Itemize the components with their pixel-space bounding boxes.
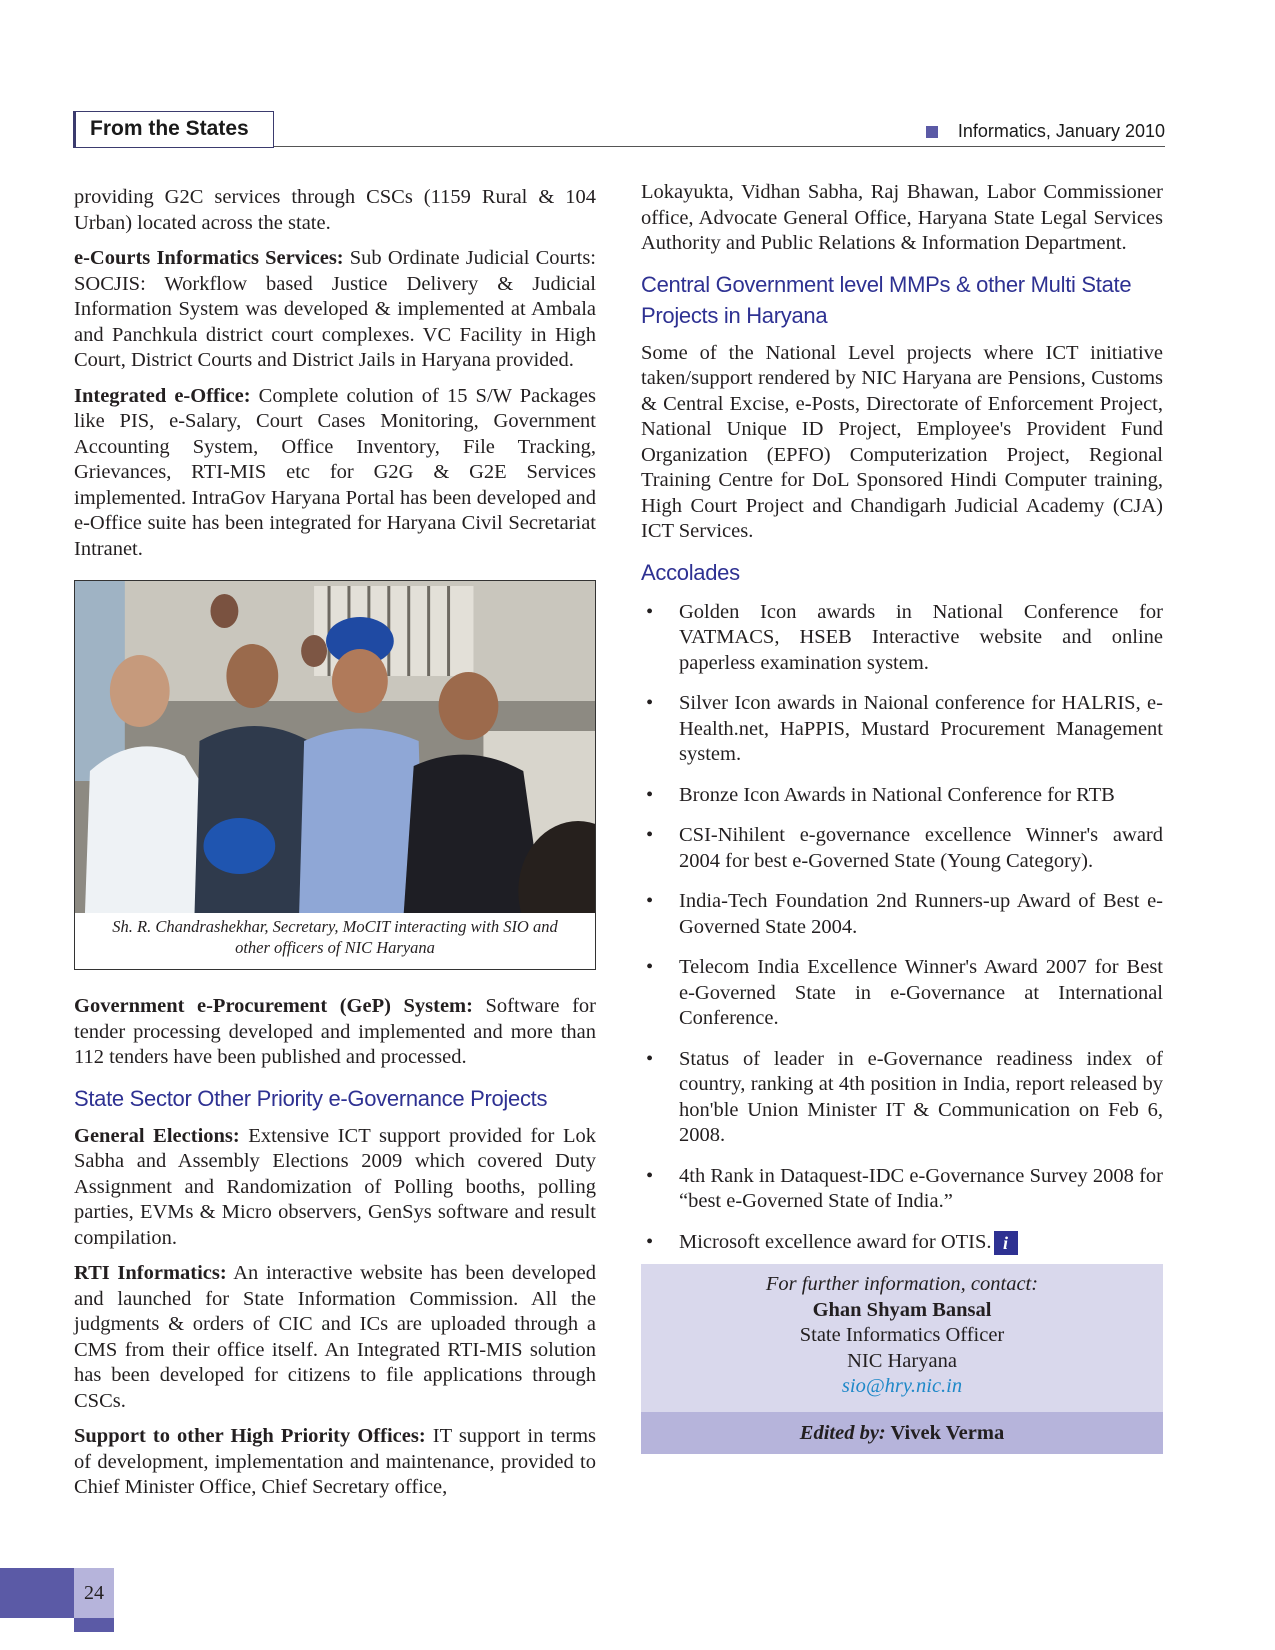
heading-accolades: Accolades: [641, 559, 740, 585]
list-item: • Silver Icon awards in Naional conference for HALRIS, e-Health.net, HaPPIS, Mustard Procurement Management system.: [646, 692, 1163, 765]
bullet-icon: •: [646, 824, 654, 846]
issue-label: [926, 121, 1165, 142]
bullet-icon: •: [646, 890, 654, 912]
editor-credit: [641, 1412, 1163, 1454]
left-column: [74, 185, 596, 1511]
elections-label: General Elections:: [74, 1124, 240, 1147]
page-band-foot: [74, 1618, 114, 1632]
list-item: • 4th Rank in Dataquest-IDC e-Governance Survey 2008 for “best e-Governed State of India.”: [646, 1164, 1163, 1212]
paragraph-elections: [74, 1124, 596, 1252]
list-item: • Microsoft excellence award for OTIS. i: [641, 1230, 1163, 1256]
list-item: • Bronze Icon Awards in National Conference for RTB: [641, 783, 1163, 809]
paragraph-gep: [74, 994, 596, 1071]
section-tag: From the States: [73, 111, 274, 148]
gep-label: Government e-Procurement (GeP) System:: [74, 995, 473, 1017]
editor-label: Edited by:: [799, 1421, 886, 1444]
list-item: • India-Tech Foundation 2nd Runners-up Award of Best e-Governed State 2004.: [646, 890, 1163, 938]
gep-text: Software for tender processing developed and implemented and more than 112 tenders have been published and processed.: [74, 995, 596, 1068]
paragraph-csc: providing G2C services through CSCs (1159 Rural & 104 Urban) located across the state.: [74, 186, 596, 234]
list-item: • Status of leader in e-Governance readiness index of country, ranking at 4th position in India, report released by hon'ble Union Minister IT & Communication on Feb 6, 2008.: [646, 1047, 1163, 1146]
list-item: • CSI-Nihilent e-governance excellence Winner's award 2004 for best e-Governed State (Young Category).: [646, 824, 1163, 872]
support-label: Support to other High Priority Offices:: [74, 1425, 426, 1447]
eoffice-label: Integrated e-Office:: [74, 384, 251, 407]
list-item: • Telecom India Excellence Winner's Award 2007 for Best e-Governed State in e-Governance at International Conference.: [646, 956, 1163, 1029]
right-column: [641, 180, 1163, 1454]
contact-title: State Informatics Officer: [799, 1324, 1005, 1346]
bullet-icon: •: [646, 600, 654, 623]
heading-central-government: Central Government level MMPs & other Multi State Projects in Haryana: [641, 271, 1132, 328]
heading-state-sector: State Sector Other Priority e-Governance Projects: [74, 1085, 548, 1111]
contact-box: [641, 1264, 1163, 1412]
bullet-icon: •: [646, 1164, 654, 1187]
page-number: 24: [74, 1568, 114, 1618]
header-rule: [274, 146, 1165, 147]
ecourts-text: Sub Ordinate Judicial Courts: SOCJIS: Workflow based Justice Delivery & Judicial Information System was developed & implemented at Ambala and Panchkula district court complexes. VC Facility in High Court, District Courts and District Jails in Haryana provided.: [74, 247, 596, 371]
paragraph-national-projects: Some of the National Level projects where ICT initiative taken/support rendered by NIC Haryana are Pensions, Customs & Central Excise, e-Posts, Directorate of Enforcement Project, National Unique ID Project, Employee's Provident Fund Organization (EPFO) Computerization Project, Regional Training Centre for DoL Sponsored Hindi Computer training, High Court Project and Chandigarh Judicial Academy (CJA) ICT Services.: [641, 341, 1163, 542]
page-band: [0, 1568, 74, 1618]
contact-name: Ghan Shyam Bansal: [812, 1298, 992, 1321]
elections-text: Extensive ICT support provided for Lok Sabha and Assembly Elections 2009 which covered Duty Assignment and Randomization of Polling booths, polling parties, EVMs & Micro observers, GenSys software and result compilation.: [74, 1124, 596, 1249]
issue-text: Informatics, January 2010: [957, 121, 1165, 141]
accolades-list: [641, 600, 1163, 1256]
officials-photo: [75, 581, 595, 913]
issue-square-icon: [926, 126, 938, 138]
paragraph-ecourts: [74, 246, 596, 374]
bullet-icon: •: [646, 956, 654, 978]
paragraph-eoffice: [74, 384, 596, 563]
paragraph-offices: Lokayukta, Vidhan Sabha, Raj Bhawan, Labor Commissioner office, Advocate General Office, Haryana State Legal Services Authority and Public Relations & Information Department.: [641, 181, 1163, 254]
photo-figure: [74, 580, 596, 970]
rti-label: RTI Informatics:: [74, 1262, 227, 1284]
photo-caption: Sh. R. Chandrashekhar, Secretary, MoCIT interacting with SIO and other officers of NIC Haryana: [112, 917, 558, 957]
editor-name: Vivek Verma: [885, 1421, 1005, 1444]
bullet-icon: •: [646, 783, 654, 806]
rti-text: An interactive website has been developed and launched for State Information Commission. All the judgments & orders of CIC and ICs are uploaded through a CMS from their office itself. An Integrated RTI-MIS solution has been developed for citizens to file applications through CSCs.: [74, 1262, 596, 1412]
ecourts-label: e-Courts Informatics Services:: [74, 247, 344, 269]
contact-lead: For further information, contact:: [765, 1273, 1039, 1295]
contact-org: NIC Haryana: [847, 1349, 957, 1372]
paragraph-rti: [74, 1261, 596, 1414]
contact-email-link[interactable]: sio@hry.nic.in: [841, 1375, 963, 1397]
eoffice-text: Complete colution of 15 S/W Packages like PIS, e-Salary, Court Cases Monitoring, Government Accounting System, Office Inventory, File Tracking, Grievances, RTI-MIS etc for G2G & G2E Services implemented. IntraGov Haryana Portal has been developed and e-Office suite has been integrated for Haryana Civil Secretariat Intranet.: [74, 384, 596, 560]
support-text: IT support in terms of development, implementation and maintenance, provided to Chief Minister Office, Chief Secretary office,: [74, 1425, 596, 1498]
list-item: • Golden Icon awards in National Conference for VATMACS, HSEB Interactive website and online paperless examination system.: [646, 600, 1163, 674]
bullet-icon: •: [646, 692, 654, 714]
info-icon: i: [994, 1231, 1018, 1255]
bullet-icon: •: [646, 1047, 654, 1070]
paragraph-support: [74, 1424, 596, 1501]
bullet-icon: •: [646, 1230, 654, 1253]
